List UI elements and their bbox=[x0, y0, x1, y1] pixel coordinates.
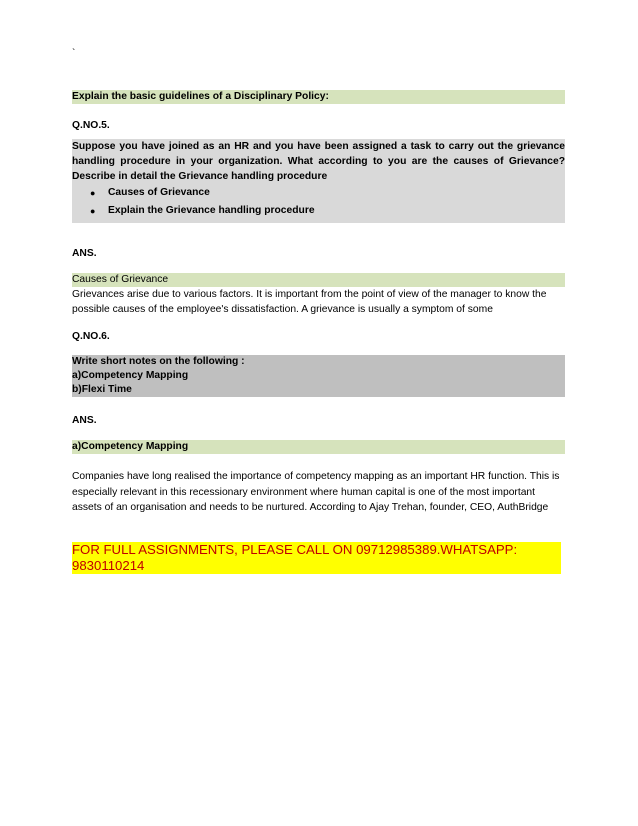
q5-question-text: Suppose you have joined as an HR and you have been assigned a task to carry out the grievance handling procedure in your organization. What according to you are the causes of Grievance? Describe in detail the Grievance handling procedure bbox=[72, 141, 565, 182]
stray-mark: ` bbox=[72, 48, 76, 59]
q6-question-box bbox=[72, 355, 565, 397]
q6-line-2: a)Competency Mapping bbox=[72, 370, 189, 381]
ans5-heading: Causes of Grievance bbox=[72, 273, 565, 287]
q5-bullet-1 bbox=[72, 184, 565, 202]
ans5-label: ANS. bbox=[72, 248, 97, 259]
q6-line-3: b)Flexi Time bbox=[72, 384, 132, 395]
q5-bullet-2-text: Explain the Grievance handling procedure bbox=[108, 205, 315, 216]
q5-question-box bbox=[72, 139, 565, 223]
ans6-label: ANS. bbox=[72, 415, 97, 426]
q5-label: Q.NO.5. bbox=[72, 120, 110, 131]
ans6-heading: a)Competency Mapping bbox=[72, 440, 565, 454]
q6-label: Q.NO.6. bbox=[72, 331, 110, 342]
q5-bullet-1-text: Causes of Grievance bbox=[108, 187, 210, 198]
ans6-body: Companies have long realised the importance of competency mapping as an important HR function. This is especially relevant in this recessionary environment where human capital is one of the most important assets of an organisation and needs to be nurtured. According to Ajay Trehan, founder, CEO, AuthBridge bbox=[72, 471, 560, 513]
contact-banner: FOR FULL ASSIGNMENTS, PLEASE CALL ON 09712985389.WHATSAPP: 9830110214 bbox=[72, 542, 561, 574]
bullet-icon: ● bbox=[90, 206, 96, 216]
q6-line-1: Write short notes on the following : bbox=[72, 356, 245, 367]
bullet-icon: ● bbox=[90, 188, 96, 198]
q5-bullet-2 bbox=[72, 202, 565, 220]
disciplinary-policy-question: Explain the basic guidelines of a Disciplinary Policy: bbox=[72, 90, 565, 104]
ans5-body: Grievances arise due to various factors. It is important from the point of view of the manager to know the possible causes of the employee's dissatisfaction. A grievance is usually a symptom of some bbox=[72, 289, 547, 315]
